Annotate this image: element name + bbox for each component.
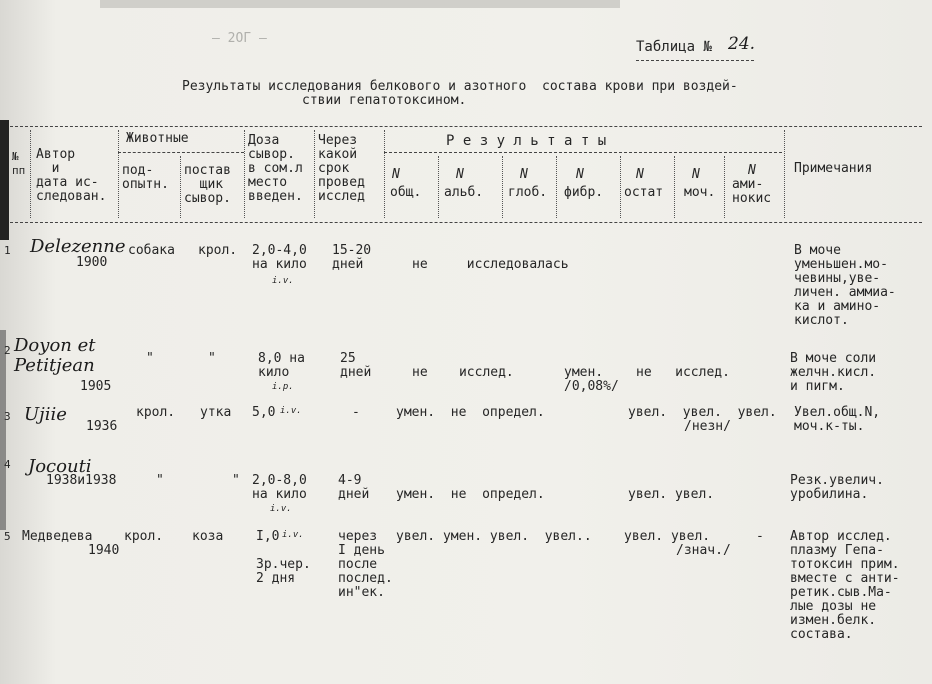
row-animal: " [146,351,154,366]
header-result-urea: моч. [684,185,716,200]
row-dose-route: i.v. [272,276,294,286]
scan-shadow [100,0,620,8]
column-separator [674,156,675,218]
row-results-c: не исслед. [636,365,730,380]
row-dose-route: i.v. [270,504,292,514]
row-results-b: увел. увел. [628,487,715,502]
column-separator [438,156,439,218]
row-after: - [352,405,360,420]
header-notes: Примечания [794,161,873,176]
row-after: через I день после послед. ин"ек. [338,529,393,600]
row-year: 1905 [80,379,112,394]
row-notes: В моче уменьшен.мо- чевины,уве- личен. аммиа- ка и амино- кислот. [794,243,896,328]
row-results-c: /незн/ [684,419,731,434]
row-results-a: не исслед. [412,365,514,380]
column-separator [556,156,557,218]
header-number: № пп [12,150,26,177]
row-animal: " [156,473,164,488]
row-number: 5 [4,530,11,543]
n-mark: N [748,163,756,178]
table-rule-top [10,126,922,127]
table-rule-header-bottom [10,222,922,223]
header-supplier: постав щик сывор. [184,163,231,206]
header-animals: Животные [126,131,189,146]
column-separator [620,156,621,218]
row-year: 1936 [86,419,118,434]
table-title-line2: ствии гепатотоксином. [302,93,467,108]
header-result-globulin: глоб. [508,185,548,200]
column-separator [180,156,181,218]
row-year: 1940 [88,543,120,558]
n-mark: N [456,167,464,182]
row-dose-route: i.p. [272,382,294,392]
row-notes: Резк.увелич. уробилина. [790,473,884,502]
header-author: Автор и дата ис- следован. [36,147,107,204]
column-separator [314,130,315,218]
n-mark: N [392,167,400,182]
header-results: Р е з у л ь т а т ы [446,133,607,149]
header-experimental: под- опытн. [122,163,169,192]
row-supplier: коза [192,529,224,544]
group-rule-animals [118,152,244,153]
column-separator [502,156,503,218]
row-dose: 2,0-8,0 на кило [252,473,307,502]
row-dose: 5,0 [252,405,276,420]
row-animal: крол. [136,405,176,420]
row-notes: Автор исслед. плазму Гепа- тотоксин прим. вместе с анти- ретик.сыв.Ма- лые дозы не измен.белк. состава. [790,529,900,642]
row-supplier: утка [200,405,232,420]
header-result-residual: остат [624,185,664,200]
group-rule-results [384,152,782,153]
header-result-aminoacid: ами- нокис [732,177,772,206]
row-results-d: - [756,529,764,544]
row-animal: собака [128,243,175,258]
row-results-a: умен. не определ. [396,487,545,502]
row-author: Doyon et Petitjean [14,335,96,376]
row-dose: 2,0-4,0 на кило [252,243,307,272]
column-separator [244,130,245,218]
row-results-b: увел. увел. [624,529,711,544]
row-results-c: /знач./ [676,543,731,558]
row-supplier: " [232,473,240,488]
column-separator [784,130,785,218]
column-separator [118,130,119,218]
row-author: Медведева [22,529,93,544]
row-year: 1938и1938 [46,473,117,488]
row-results-b: умен. /0,08%/ [564,365,619,394]
row-dose: 8,0 на кило [258,351,305,380]
row-notes: Увел.общ.N, моч.к-ты. [794,405,881,434]
row-after: 4-9 дней [338,473,370,502]
page-number: – 2ОГ – [212,31,267,46]
column-separator [30,130,31,218]
table-title-line1: Результаты исследования белкового и азотного состава крови при воздей- [182,79,738,94]
row-author: Delezenne [30,236,126,257]
row-number: 1 [4,244,11,257]
row-number: 2 [4,344,11,357]
row-after: 25 дней [340,351,372,380]
row-results: не исследовалась [412,257,569,272]
row-dose-route: i.v. [280,406,302,416]
column-separator [384,130,385,218]
column-separator [724,156,725,218]
scan-edge [0,120,9,240]
n-mark: N [520,167,528,182]
row-author: Ujiie [24,404,67,425]
row-notes: В моче соли желчн.кисл. и пигм. [790,351,877,394]
row-dose: I,0 [256,529,280,544]
row-results-b: увел. увел. увел. [628,405,777,420]
table-label: Таблица № [636,39,712,55]
header-result-albumin: альб. [444,185,484,200]
row-year: 1900 [76,255,108,270]
row-supplier: крол. [198,243,238,258]
row-supplier: " [208,351,216,366]
row-animal: крол. [124,529,164,544]
row-dose-note: 3р.чер. 2 дня [256,557,311,586]
n-mark: N [692,167,700,182]
table-number: 24. [728,34,756,54]
row-number: 3 [4,410,11,423]
header-result-fibrin: фибр. [564,185,604,200]
n-mark: N [636,167,644,182]
n-mark: N [576,167,584,182]
row-results-a: увел. умен. увел. увел.. [396,529,592,544]
row-results-a: умен. не определ. [396,405,545,420]
row-after: 15-20 дней [332,243,372,272]
row-number: 4 [4,458,11,471]
row-dose-route: i.v. [282,530,304,540]
header-after: Через какой срок провед исслед [318,133,365,204]
underline [636,60,754,61]
header-result-total: общ. [390,185,422,200]
scan-edge [0,330,6,530]
header-dose: Доза сывор. в сом.л место введен. [248,133,303,204]
row-author: Jocouti [28,456,92,477]
